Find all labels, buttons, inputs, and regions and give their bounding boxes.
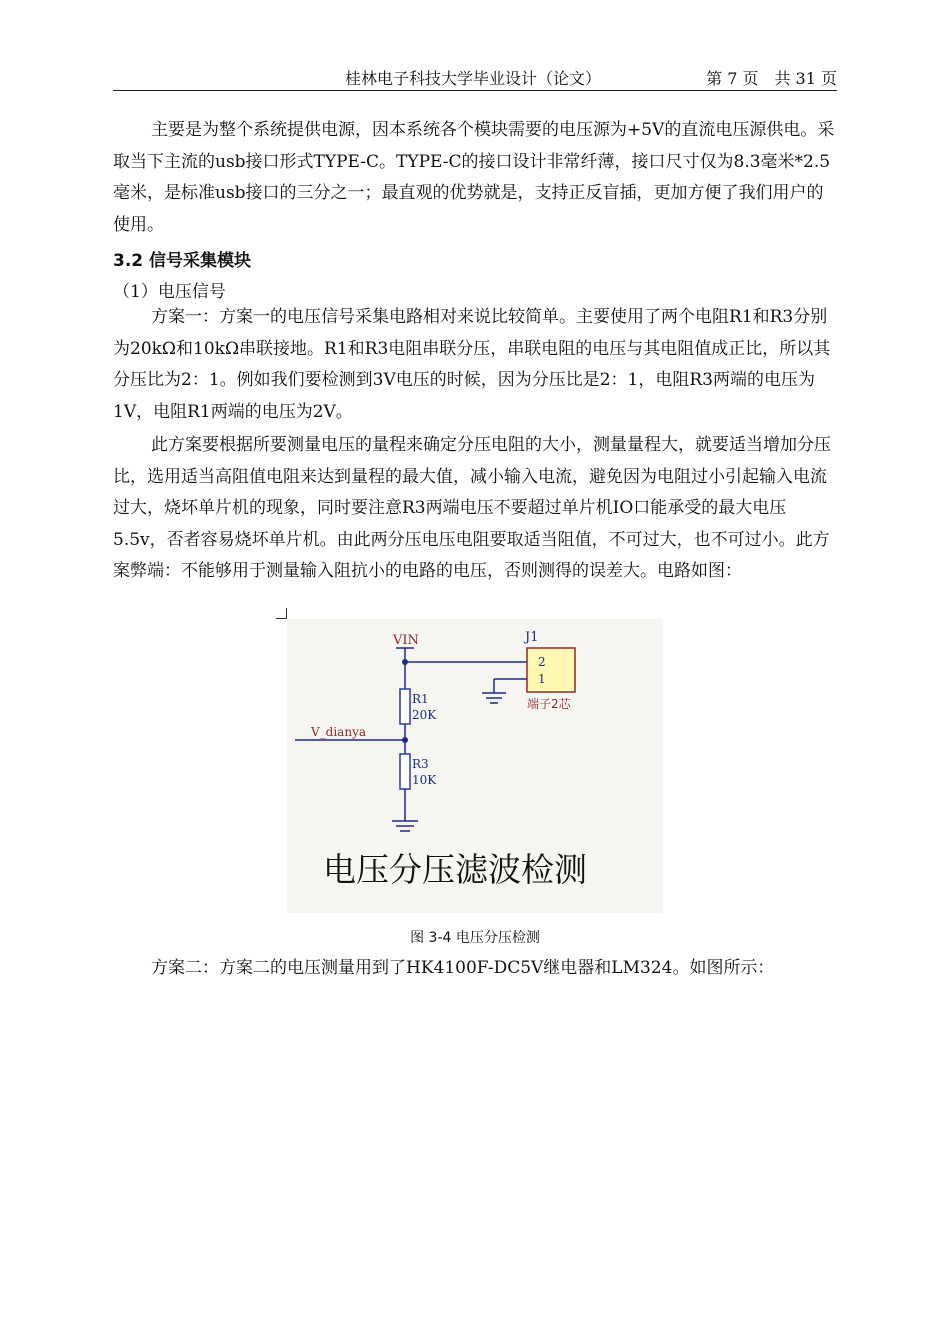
header-page-number: 第 7 页 共 31 页 — [706, 69, 837, 88]
j1-connector — [527, 648, 575, 692]
resistor-r3 — [400, 754, 410, 789]
resistor-r1 — [400, 689, 410, 724]
paragraph-power-supply: 主要是为整个系统提供电源，因本系统各个模块需要的电压源为+5V的直流电压源供电。采取当下主流的usb接口形式TYPE-C。TYPE-C的接口设计非常纤薄，接口尺寸仅为8.3毫米*2.5毫米，是标准usb接口的三分之一；最直观的优势就是，支持正反盲插，更加方便了我们用户的使用。 — [113, 120, 835, 235]
paragraph-scheme-one: 方案一：方案一的电压信号采集电路相对来说比较简单。主要使用了两个电阻R1和R3分别为20kΩ和10kΩ串联接地。R1和R3电阻串联分压，串联电阻的电压与其电阻值成正比，所以其分压比为2：1。例如我们要检测到3V电压的时候，因为分压比是2：1，电阻R3两端的电压为1V，电阻R1两端的电压为2V。 — [113, 307, 831, 422]
r1-value: 20K — [412, 708, 437, 722]
header-rule — [113, 90, 837, 91]
section-heading: 3.2 信号采集模块 — [113, 251, 252, 271]
ground-icon — [392, 821, 418, 831]
header-title: 桂林电子科技大学毕业设计（论文） — [345, 69, 602, 88]
r1-name: R1 — [412, 692, 429, 706]
r3-name: R3 — [412, 757, 429, 771]
paragraph-scheme-one-notes: 此方案要根据所要测量电压的量程来确定分压电阻的大小，测量量程大，就要适当增加分压比，选用适当高阻值电阻来达到量程的最大值，减小输入电流，避免因为电阻过小引起输入电流过大，烧坏单片机的现象，同时要注意R3两端电压不要超过单片机IO口能承受的最大电压5.5v，否者容易烧坏单片机。由此两分压电压电阻要取适当阻值，不可过大，也不可过小。此方案弊端：不能够用于测量输入阻抗小的电路的电压，否则测得的误差大。电路如图： — [113, 435, 831, 581]
vin-label: VIN — [393, 633, 419, 648]
page-header — [113, 66, 837, 90]
circuit-figure — [287, 619, 663, 913]
circuit-diagram — [287, 619, 663, 913]
j1-connector-label: 端子2芯 — [527, 697, 571, 711]
figure-title: 电压分压滤波检测 — [323, 850, 587, 889]
j1-pin-1: 1 — [538, 672, 546, 686]
j1-pin-2: 2 — [538, 655, 546, 669]
signal-label: V_dianya — [311, 725, 367, 739]
figure-corner-mark — [276, 608, 287, 619]
r3-value: 10K — [412, 773, 437, 787]
paragraph-scheme-two: 方案二：方案二的电压测量用到了HK4100F-DC5V继电器和LM324。如图所示： — [151, 958, 775, 978]
j1-label: J1 — [525, 630, 539, 645]
subsection-heading: （1）电压信号 — [113, 282, 226, 302]
ground-icon — [482, 693, 506, 703]
figure-caption: 图 3-4 电压分压检测 — [410, 930, 540, 946]
